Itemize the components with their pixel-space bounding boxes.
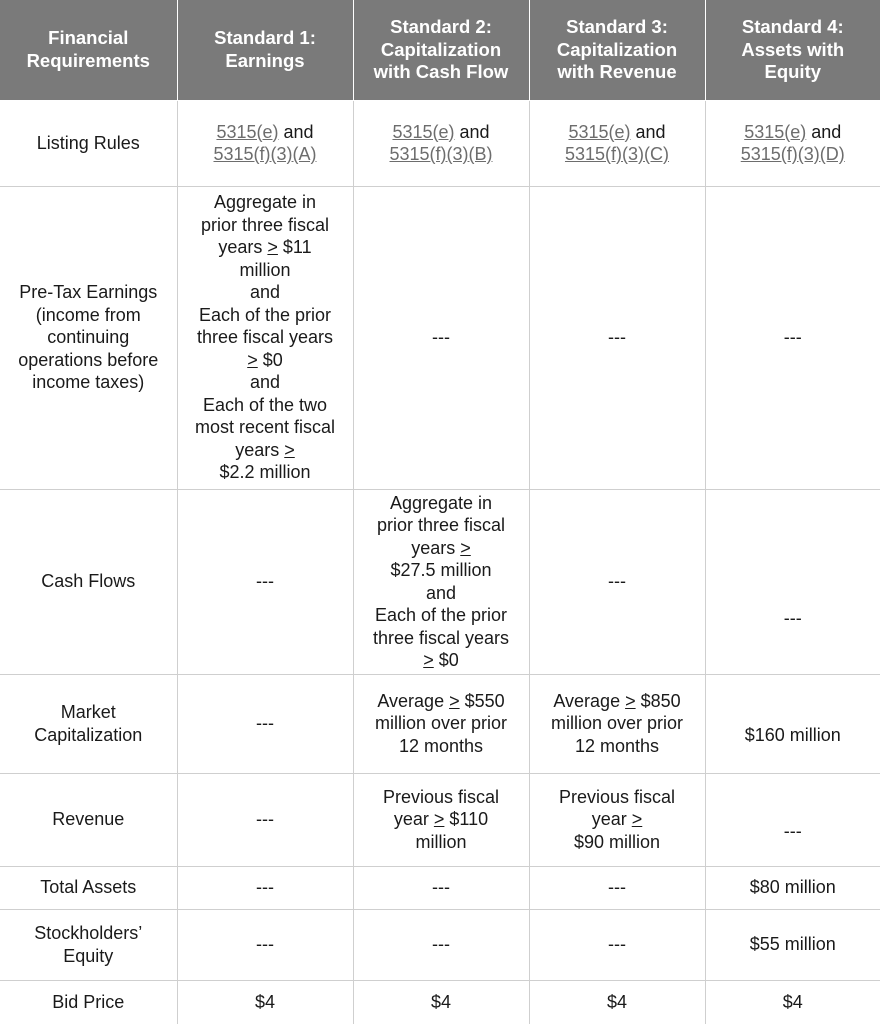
row-label bbox=[0, 980, 177, 1024]
table-cell bbox=[177, 866, 353, 909]
cell-line: million over prior bbox=[550, 713, 684, 734]
table-cell bbox=[353, 489, 529, 674]
cell-line: Stockholders’ bbox=[34, 923, 143, 943]
cell-line: --- bbox=[608, 571, 626, 592]
cell-line: $4 bbox=[782, 992, 803, 1012]
cell-line: 12 months bbox=[574, 735, 660, 756]
table-cell bbox=[705, 980, 880, 1024]
cell-line: $80 million bbox=[749, 877, 836, 898]
listing-rule-cell bbox=[353, 100, 529, 186]
cell-line: --- bbox=[432, 877, 450, 898]
rule-link[interactable]: 5315(f)(3)(B) bbox=[389, 144, 493, 164]
row-listing-rules bbox=[0, 100, 880, 186]
cell-line: --- bbox=[432, 934, 450, 955]
cell-line: Standard 1: bbox=[214, 27, 316, 49]
cell-line: --- bbox=[256, 934, 274, 955]
table-cell bbox=[705, 489, 880, 674]
table-cell bbox=[529, 674, 705, 773]
and-text: and bbox=[806, 121, 842, 142]
rule-link[interactable]: 5315(f)(3)(A) bbox=[213, 144, 317, 164]
cell-line: three fiscal years bbox=[196, 327, 334, 348]
cell-line: Previous fiscal bbox=[558, 786, 676, 807]
cell-line: Standard 2: bbox=[390, 16, 492, 37]
cell-line: --- bbox=[608, 327, 626, 348]
cell-line: Equity bbox=[764, 61, 822, 82]
cell-line: Cash Flows bbox=[41, 571, 136, 592]
cell-line: Previous fiscal bbox=[382, 786, 500, 807]
table-cell bbox=[177, 773, 353, 866]
cell-line: $4 bbox=[606, 992, 628, 1012]
cell-line: Requirements bbox=[26, 49, 150, 71]
row-label bbox=[0, 674, 177, 773]
table-cell bbox=[177, 489, 353, 674]
rule-link[interactable]: 5315(e) bbox=[568, 121, 631, 142]
cell-line: Capitalization bbox=[380, 38, 502, 60]
table-cell bbox=[353, 773, 529, 866]
cell-line: > $0 bbox=[247, 349, 283, 370]
row-pre-tax-earnings bbox=[0, 186, 880, 489]
cell-line: $90 million bbox=[573, 831, 661, 852]
cell-line: million over prior bbox=[374, 713, 508, 734]
cell-line: years > bbox=[411, 537, 471, 558]
table-cell bbox=[705, 866, 880, 909]
cell-line: prior three fiscal bbox=[376, 515, 506, 535]
cell-line: --- bbox=[608, 877, 626, 898]
table-cell bbox=[529, 866, 705, 909]
table-cell bbox=[705, 674, 880, 773]
cell-line: Aggregate in bbox=[389, 492, 493, 513]
cell-line: --- bbox=[256, 713, 274, 734]
and-text: and bbox=[630, 121, 666, 142]
cell-line: Average > $550 bbox=[377, 690, 505, 711]
cell-line: year > bbox=[591, 809, 643, 830]
cell-line: Standard 3: bbox=[566, 16, 668, 37]
cell-line: --- bbox=[256, 571, 274, 592]
cell-line: year > $110 bbox=[393, 809, 489, 830]
and-text: and bbox=[278, 121, 314, 142]
cell-line: income taxes) bbox=[32, 372, 145, 393]
cell-line: Capitalization bbox=[34, 724, 143, 745]
cell-line: $2.2 million bbox=[219, 462, 311, 483]
table-cell bbox=[177, 674, 353, 773]
cell-line: --- bbox=[256, 877, 274, 898]
rule-link[interactable]: 5315(f)(3)(C) bbox=[564, 144, 670, 164]
cell-line: Earnings bbox=[225, 49, 305, 71]
cell-line: million bbox=[239, 259, 291, 280]
cell-line: continuing bbox=[47, 327, 130, 348]
cell-line: $27.5 million bbox=[390, 560, 492, 580]
table-cell bbox=[529, 773, 705, 866]
cell-line: Aggregate in bbox=[213, 192, 317, 213]
cell-line: years > $11 bbox=[218, 237, 312, 258]
row-bid-price bbox=[0, 980, 880, 1024]
table-cell bbox=[353, 909, 529, 980]
cell-line: Average > $850 bbox=[553, 690, 681, 711]
cell-line: Pre-Tax Earnings bbox=[19, 282, 158, 303]
row-label bbox=[0, 186, 177, 489]
and-text: and bbox=[454, 121, 490, 142]
table-cell bbox=[705, 909, 880, 980]
header-row bbox=[0, 0, 880, 100]
listing-rule-cell bbox=[177, 100, 353, 186]
table-cell bbox=[705, 186, 880, 489]
row-stockholders-equity bbox=[0, 909, 880, 980]
listing-rule-cell bbox=[529, 100, 705, 186]
cell-line: Capitalization bbox=[556, 38, 678, 60]
cell-line: $55 million bbox=[749, 934, 836, 955]
table-cell bbox=[177, 186, 353, 489]
rule-link[interactable]: 5315(e) bbox=[744, 121, 807, 142]
table-cell bbox=[529, 909, 705, 980]
table-cell bbox=[177, 980, 353, 1024]
cell-line: Total Assets bbox=[40, 877, 137, 898]
listing-rule-cell bbox=[705, 100, 880, 186]
rule-link[interactable]: 5315(e) bbox=[216, 121, 279, 142]
cell-line: million bbox=[415, 831, 467, 852]
cell-line: 12 months bbox=[398, 735, 484, 756]
cell-line: $4 bbox=[430, 992, 452, 1012]
cell-line: Each of the prior bbox=[374, 605, 508, 625]
cell-line: --- bbox=[608, 934, 626, 955]
header-financial-requirements bbox=[0, 0, 177, 100]
cell-line: with Cash Flow bbox=[373, 61, 509, 82]
row-market-capitalization bbox=[0, 674, 880, 773]
row-label bbox=[0, 489, 177, 674]
cell-line: operations before bbox=[18, 349, 159, 370]
cell-line: and bbox=[249, 372, 281, 393]
row-label bbox=[0, 773, 177, 866]
cell-line: Assets with bbox=[741, 38, 845, 60]
cell-line: and bbox=[425, 582, 457, 603]
table-cell bbox=[353, 674, 529, 773]
cell-line: Each of the prior bbox=[198, 304, 332, 325]
cell-line: most recent fiscal bbox=[194, 417, 336, 438]
cell-line: Market bbox=[60, 702, 116, 722]
row-label bbox=[0, 909, 177, 980]
header-standard-1 bbox=[177, 0, 353, 100]
row-cash-flows bbox=[0, 489, 880, 674]
cell-line: $160 million bbox=[744, 725, 841, 746]
cell-line: three fiscal years bbox=[372, 627, 510, 648]
table-cell bbox=[353, 866, 529, 909]
cell-line: Bid Price bbox=[52, 992, 125, 1012]
table-cell bbox=[529, 186, 705, 489]
rule-link[interactable]: 5315(f)(3)(D) bbox=[740, 144, 845, 164]
rule-link[interactable]: 5315(e) bbox=[392, 121, 455, 142]
cell-line: Equity bbox=[63, 945, 114, 966]
cell-line: Standard 4: bbox=[741, 16, 844, 37]
cell-line: and bbox=[249, 282, 281, 303]
cell-line: Revenue bbox=[52, 809, 125, 830]
row-label bbox=[0, 866, 177, 909]
cell-line: > $0 bbox=[423, 650, 459, 670]
cell-line: --- bbox=[783, 608, 802, 628]
row-revenue bbox=[0, 773, 880, 866]
cell-line: Listing Rules bbox=[36, 132, 140, 153]
table-cell bbox=[705, 773, 880, 866]
row-total-assets bbox=[0, 866, 880, 909]
header-standard-4 bbox=[705, 0, 880, 100]
header-standard-2 bbox=[353, 0, 529, 100]
row-label bbox=[0, 100, 177, 186]
cell-line: --- bbox=[432, 327, 450, 348]
cell-line: --- bbox=[783, 327, 802, 348]
table-cell bbox=[353, 980, 529, 1024]
cell-line: years > bbox=[235, 439, 295, 460]
cell-line: Each of the two bbox=[202, 394, 328, 415]
cell-line: with Revenue bbox=[557, 61, 677, 82]
header-standard-3 bbox=[529, 0, 705, 100]
table-cell bbox=[529, 489, 705, 674]
table-cell bbox=[353, 186, 529, 489]
cell-line: --- bbox=[256, 809, 274, 830]
table-cell bbox=[529, 980, 705, 1024]
cell-line: Financial bbox=[48, 27, 129, 49]
cell-line: (income from bbox=[35, 304, 141, 325]
cell-line: $4 bbox=[254, 992, 276, 1012]
cell-line: --- bbox=[783, 821, 802, 842]
table-cell bbox=[177, 909, 353, 980]
cell-line: prior three fiscal bbox=[200, 214, 330, 235]
